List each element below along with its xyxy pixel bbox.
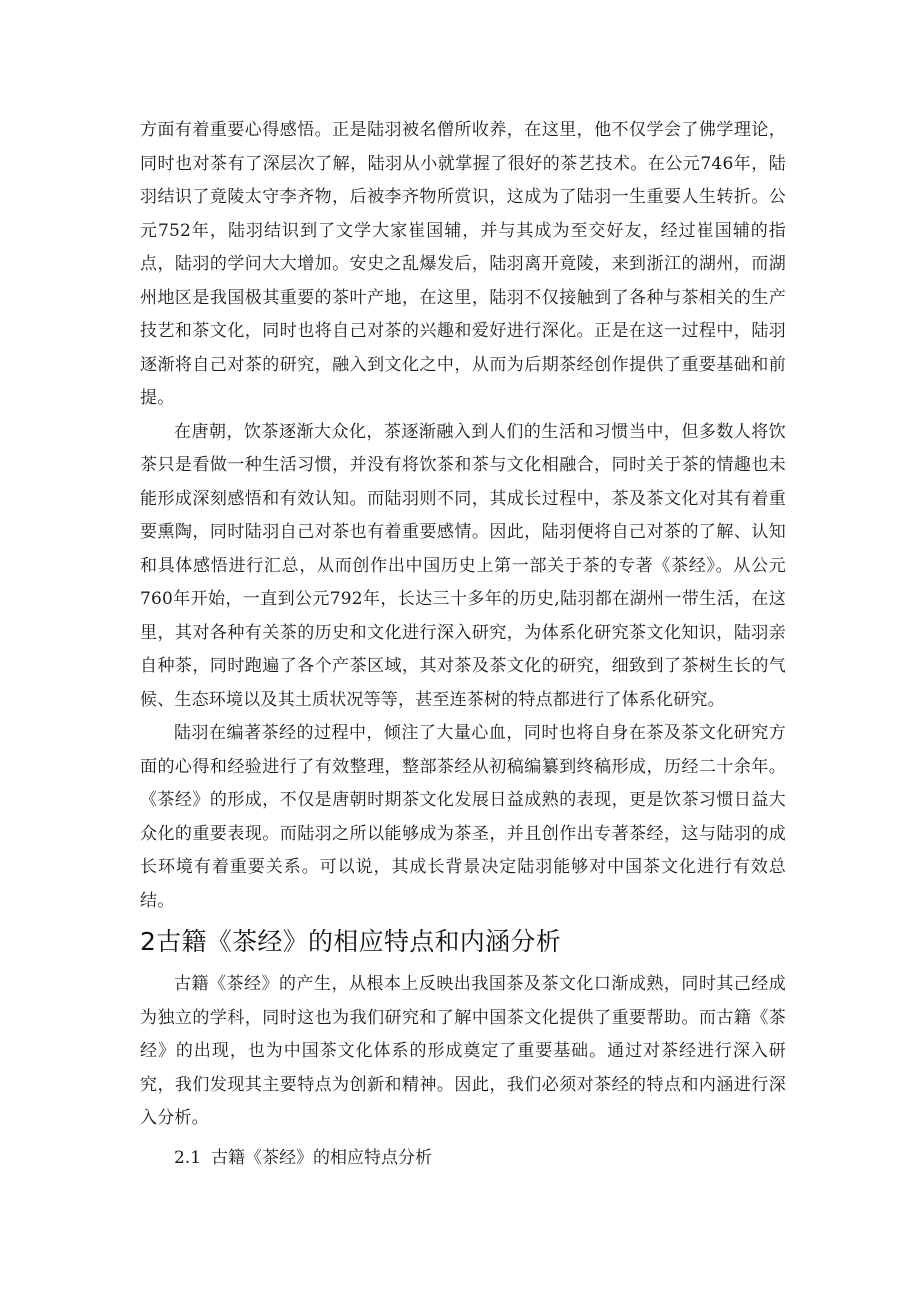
body-paragraph-1: 方面有着重要心得感悟。正是陆羽被名僧所收养，在这里，他不仅学会了佛学理论，同时也对茶有了深层次了解，陆羽从小就掌握了很好的茶艺技术。在公元746年，陆羽结识了竟陵太守李齐物，后被李齐物所赏识，这成为了陆羽一生重要人生转折。公元752年，陆羽结识到了文学大家崔国辅，并与其成为至交好友，经过崔国辅的指点，陆羽的学问大大增加。安史之乱爆发后，陆羽离开竟陵，来到浙江的湖州，而湖州地区是我国极其重要的茶叶产地，在这里，陆羽不仅接触到了各种与茶相关的生产技艺和茶文化，同时也将自己对茶的兴趣和爱好进行深化。正是在这一过程中，陆羽逐渐将自己对茶的研究，融入到文化之中，从而为后期茶经创作提供了重要基础和前提。 xyxy=(140,120,786,408)
subsection-heading xyxy=(140,1142,786,1175)
body-paragraph-4: 古籍《茶经》的产生，从根本上反映出我国茶及茶文化口渐成熟，同时其己经成为独立的学科，同时这也为我们研究和了解中国茶文化提供了重要帮助。而古籍《茶经》的出现，也为中国茶文化体系的形成奠定了重要基础。通过对茶经进行深入研究，我们发现其主要特点为创新和精神。因此，我们必须对茶经的特点和内涵进行深入分析。 xyxy=(140,974,786,1128)
document-body xyxy=(140,114,786,1175)
section-heading: 2古籍《茶经》的相应特点和内涵分析 xyxy=(140,927,562,956)
body-paragraph-2: 在唐朝，饮茶逐渐大众化，茶逐渐融入到人们的生活和习惯当中，但多数人将饮茶只是看做一种生活习惯，并没有将饮茶和茶与文化相融合，同时关于茶的情趣也未能形成深刻感悟和有效认知。而陆羽则不同，其成长过程中，茶及茶文化对其有着重要熏陶，同时陆羽自己对茶也有着重要感情。因此，陆羽便将自己对茶的了解、认知和具体感悟进行汇总，从而创作出中国历史上第一部关于茶的专著《茶经》。从公元760年开始，一直到公元792年，长达三十多年的历史,陆羽都在湖州一带生活，在这里，其对各种有关茶的历史和文化进行深入研究，为体系化研究茶文化知识，陆羽亲自种茶，同时跑遍了各个产茶区域，其对茶及茶文化的研究，细致到了茶树生长的气候、生态环境以及其土质状况等等，甚至连茶树的特点都进行了体系化研究。 xyxy=(140,421,786,710)
subsection-title: 古籍《茶经》的相应特点分析 xyxy=(211,1147,433,1168)
subsection-number: 2.1 xyxy=(174,1147,202,1168)
body-paragraph-3: 陆羽在编著茶经的过程中，倾注了大量心血，同时也将自身在茶及茶文化研究方面的心得和经验进行了有效整理，整部茶经从初稿编纂到终稿形成，历经二十余年。《茶经》的形成，不仅是唐朝时期茶文化发展日益成熟的表现，更是饮茶习惯日益大众化的重要表现。而陆羽之所以能够成为茶圣，并且创作出专著茶经，这与陆羽的成长环境有着重要关系。可以说，其成长背景决定陆羽能够对中国茶文化进行有效总结。 xyxy=(140,723,786,911)
